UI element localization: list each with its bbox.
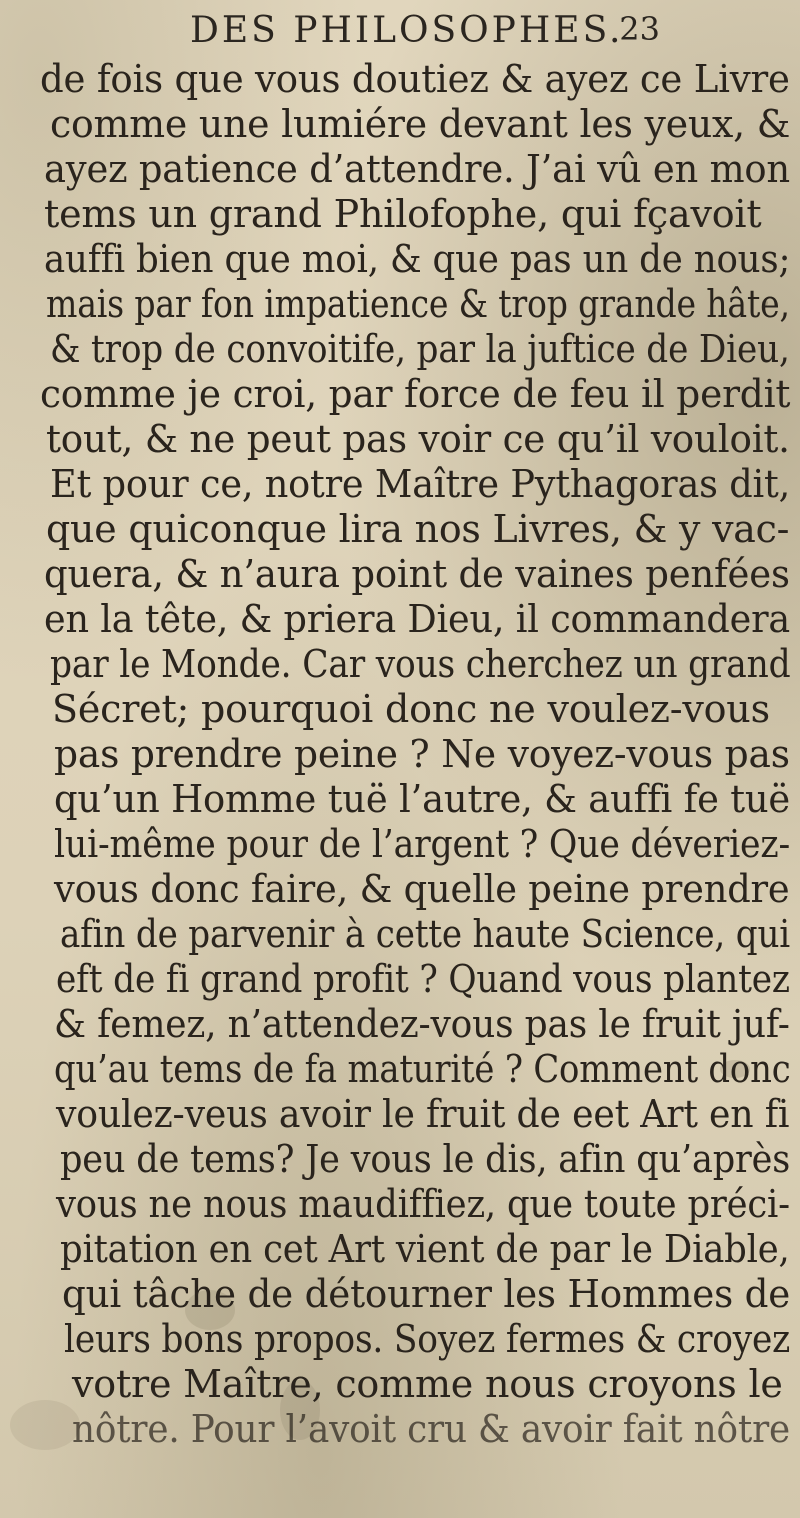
- text-line: mais par fon impatience & trop grande hâte,: [46, 282, 790, 326]
- text-line: comme une lumiére devant les yeux, &: [50, 102, 791, 146]
- text-line: Sécret; pourquoi donc ne voulez-vous: [52, 687, 770, 731]
- text-line: par le Monde. Car vous cherchez un grand: [50, 642, 791, 686]
- text-line: tout, & ne peut pas voir ce qu’il vouloit.: [46, 417, 790, 461]
- text-line: quera, & n’aura point de vaines penfées: [44, 552, 790, 596]
- text-line: qui tâche de détourner les Hommes de: [62, 1272, 791, 1316]
- text-line: peu de tems? Je vous le dis, afin qu’après: [60, 1137, 791, 1181]
- text-line: ayez patience d’attendre. J’ai vû en mon: [44, 147, 791, 191]
- text-line: vous ne nous maudiffiez, que toute préci-: [56, 1182, 790, 1226]
- text-line: pas prendre peine ? Ne voyez-vous pas: [54, 732, 790, 776]
- text-line: votre Maître, comme nous croyons le: [72, 1362, 783, 1406]
- text-line: auffi bien que moi, & que pas un de nous;: [44, 237, 791, 281]
- running-title: DES PHILOSOPHES.: [190, 10, 624, 51]
- text-line: nôtre. Pour l’avoit cru & avoir fait nôtre: [72, 1407, 790, 1451]
- text-line: en la tête, & priera Dieu, il commandera: [44, 597, 790, 641]
- page-header: [190, 8, 660, 52]
- text-line: & femez, n’attendez-vous pas le fruit juf-: [54, 1002, 790, 1046]
- text-line: & trop de convoitife, par la juftice de Dieu,: [50, 327, 790, 371]
- text-line: Et pour ce, notre Maître Pythagoras dit,: [50, 462, 791, 506]
- page-number: 23: [619, 10, 660, 48]
- text-line: de fois que vous doutiez & ayez ce Livre: [40, 57, 790, 101]
- text-line: afin de parvenir à cette haute Science, qui: [60, 912, 791, 956]
- text-line: qu’un Homme tuë l’autre, & auffi fe tuë: [54, 777, 791, 821]
- text-line: voulez-veus avoir le fruit de eet Art en fi: [56, 1092, 790, 1136]
- text-line: vous donc faire, & quelle peine prendre: [54, 867, 790, 911]
- text-line: qu’au tems de fa maturité ? Comment donc: [54, 1047, 791, 1091]
- text-line: tems un grand Philofophe, qui fçavoit: [44, 192, 762, 236]
- text-line: pitation en cet Art vient de par le Diable,: [60, 1227, 790, 1271]
- text-line: lui-même pour de l’argent ? Que déveriez-: [54, 822, 791, 866]
- text-line: comme je croi, par force de feu il perdit: [40, 372, 791, 416]
- text-line: leurs bons propos. Soyez fermes & croyez: [64, 1317, 791, 1361]
- text-line: que quiconque lira nos Livres, & y vac-: [46, 507, 790, 551]
- paper-stain: [10, 1400, 80, 1450]
- text-line: eft de fi grand profit ? Quand vous plantez: [56, 957, 790, 1001]
